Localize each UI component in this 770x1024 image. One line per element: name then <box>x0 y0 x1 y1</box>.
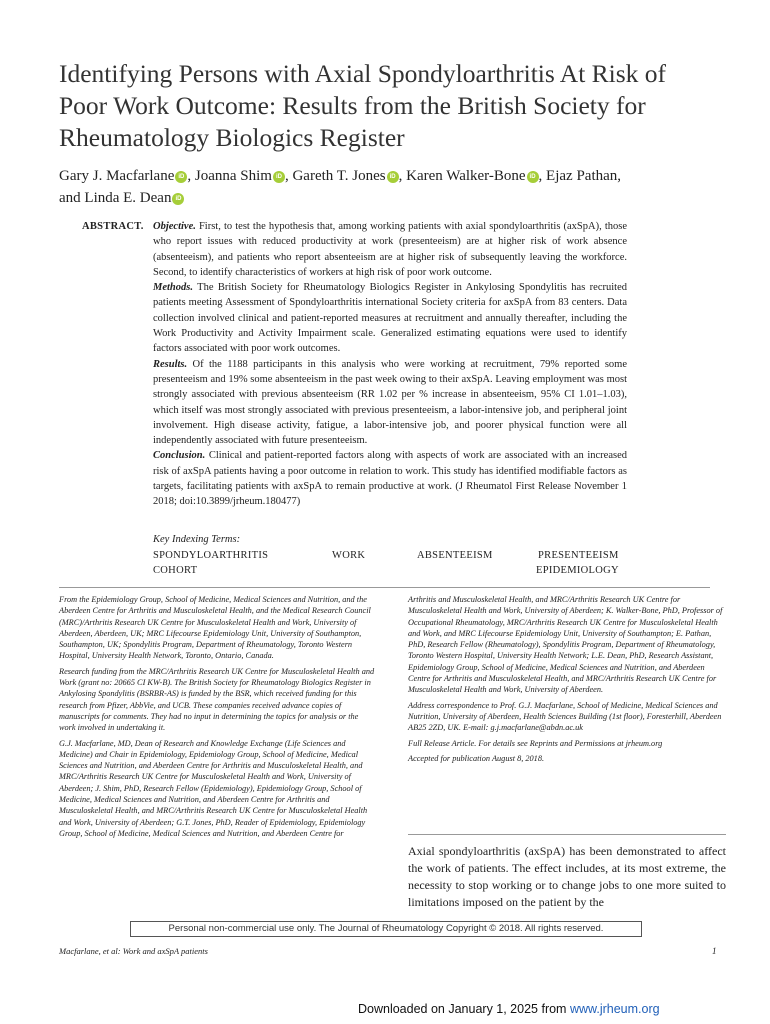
footnote-authors: G.J. Macfarlane, MD, Dean of Research and Knowledge Exchange (Life Sciences and Medicine) and Chair in Epidemiology, Epidemiology Group, School of Medicine, Medical Sciences and Nutrition, and Aberdeen Centre for Arthritis and Musculoskeletal Health, and MRC/Arthritis Research UK Centre for Musculoskeletal Health and Work, University of Aberdeen; J. Shim, PhD, Research Fellow (Epidemiology), Epidemiology Group, School of Medicine, Medical Sciences and Nutrition, and Aberdeen Centre for Arthritis and Musculoskeletal Health, and MRC/Arthritis Research UK Centre for Musculoskeletal Health and Work, University of Aberdeen; G.T. Jones, PhD, Reader of Epidemiology, Epidemiology Group, School of Medicine, Medical Sciences and Nutrition, and Aberdeen Centre for <box>59 738 368 838</box>
author-name: Ejaz Pathan, <box>546 168 622 184</box>
footnote-authors-cont: Arthritis and Musculoskeletal Health, and MRC/Arthritis Research UK Centre for Musculoskeletal Health and Work, University of Aberdeen; K. Walker-Bone, PhD, Professor of Occupational Rheumatology, MRC/Arthritis Research UK Centre for Musculoskeletal Health and Work, and MRC Lifecourse Epidemiology Unit, University of Southampton; E. Pathan, PhD, Research Fellow (Rheumatology), Spondylitis Program, Department of Rheumatology, Toronto Western Hospital, University Health Network; L.E. Dean, PhD, Research Assistant, Epidemiology Group, School of Medicine, Medical Sciences and Nutrition, and Aberdeen Centre for Arthritis and Musculoskeletal Health, and MRC/Arthritis Research UK Centre for Musculoskeletal Health and Work, University of Aberdeen. <box>408 595 723 695</box>
results-heading: Results. <box>153 358 188 370</box>
footnote-accepted: Accepted for publication August 8, 2018. <box>408 753 545 763</box>
footnotes-left <box>59 594 377 843</box>
running-footer: Macfarlane, et al: Work and axSpA patients <box>59 946 208 956</box>
results-text: Of the 1188 participants in this analysis who were working at recruitment, 79% reported some presenteeism and 19% some absenteeism in the past week owing to their axSpA. Leaving employment was most strongly associated with previous absenteeism (RR 1.02 per % increase in absenteeism, 95% CI 1.01–1.03), which itself was most strongly associated with previous presenteeism, a labor-intensive job, and peripheral joint involvement. High disease activity, fatigue, a labor-intensive job, and poorer physical function were all independently associated with future presenteeism. <box>153 358 627 447</box>
divider <box>59 587 710 588</box>
download-text: Downloaded on January 1, 2025 from <box>358 1002 570 1016</box>
objective-text: First, to test the hypothesis that, among working patients with axial spondyloarthritis (axSpA), those who report issues with reduced productivity at work (presenteeism) are at higher risk of work absence (absenteeism), and patients who report absenteeism are at higher risk of subsequently leaving the workforce. Second, to identify characteristics of workers at high risk of poor work outcome. <box>153 221 627 278</box>
abstract-label: ABSTRACT. <box>82 221 144 232</box>
conclusion-text: Clinical and patient-reported factors along with aspects of work are associated with an increased risk of axSpA patients having a poor outcome in relation to work. This study has identified modifiable factors as targets, facilitating patients with axSpA to remain productive at work. (J Rheumatol First Release November 1 2018; doi:10.3899/jrheum.180477) <box>153 450 627 508</box>
author-name: Gary J. Macfarlane <box>59 168 175 184</box>
keyword: SPONDYLOARTHRITIS <box>153 550 269 561</box>
footnote-correspondence: Address correspondence to Prof. G.J. Macfarlane, School of Medicine, Medical Sciences and Nutrition, University of Aberdeen, Health Sciences Building (1st floor), Foresterhill, Aberdeen AB25 2ZD, UK. E-mail: g.j.macfarlane@abdn.ac.uk <box>408 700 722 733</box>
abstract-objective <box>153 219 627 280</box>
conclusion-heading: Conclusion. <box>153 450 206 462</box>
keyword: PRESENTEEISM <box>538 550 619 561</box>
abstract-conclusion <box>153 448 627 509</box>
orcid-icon[interactable]: iD <box>175 171 187 183</box>
footnote-release: Full Release Article. For details see Reprints and Permissions at jrheum.org <box>408 738 663 748</box>
keyword: WORK <box>332 550 366 561</box>
author-sep: , <box>187 168 195 184</box>
objective-heading: Objective. <box>153 221 196 232</box>
author-sep: , <box>284 168 293 184</box>
author-name: and Linda E. Dean <box>59 190 172 206</box>
abstract-results <box>153 357 627 449</box>
footnotes-right <box>408 594 728 768</box>
keyword: EPIDEMIOLOGY <box>536 565 619 576</box>
page-number: 1 <box>712 946 717 956</box>
keywords-title: Key Indexing Terms: <box>153 534 241 545</box>
author-name: Joanna Shim <box>194 168 272 184</box>
author-name: Karen Walker-Bone <box>406 168 526 184</box>
orcid-icon[interactable]: iD <box>527 171 539 183</box>
orcid-icon[interactable]: iD <box>273 171 285 183</box>
author-list <box>59 165 739 209</box>
author-name: Gareth T. Jones <box>292 168 386 184</box>
methods-heading: Methods. <box>153 282 193 294</box>
orcid-icon[interactable]: iD <box>387 171 399 183</box>
abstract-methods <box>153 280 627 356</box>
footnote-funding: Research funding from the MRC/Arthritis Research UK Centre for Musculoskeletal Health and Work (grant no: 20665 CI KW-B). The British Society for Rheumatology Biologics Register in Ankylosing Spondylitis (BSRBR-AS) is funded by the BSR, which received funding for this research from Pfizer, AbbVie, and UCB. These companies received advance copies of manuscripts for comments. They had no input in determining the topics for analysis or the work involved in undertaking it. <box>59 666 375 733</box>
methods-text: The British Society for Rheumatology Biologics Register in Ankylosing Spondylitis has recruited patients meeting Assessment of Spondyloarthritis international Society criteria for axSpA from 83 centers. Data collection involved clinical and patient-reported measures at recruitment and annually thereafter, including the Work Productivity and Activity Impairment scale. Generalized estimating equations were used to identify factors associated with poor work outcomes. <box>153 282 627 355</box>
keyword: COHORT <box>153 565 198 576</box>
body-text: Axial spondyloarthritis (axSpA) has been demonstrated to affect the work of patients. The effect includes, at its most extreme, the necessity to stop working or to change jobs to one more suited to limitations imposed on the patient by the <box>408 844 726 909</box>
author-sep: , <box>538 168 547 184</box>
abstract <box>153 219 627 510</box>
divider <box>408 834 726 835</box>
keyword: ABSENTEEISM <box>417 550 493 561</box>
author-sep: , <box>398 168 407 184</box>
orcid-icon[interactable]: iD <box>172 193 184 205</box>
article-title: Identifying Persons with Axial Spondyloarthritis At Risk of Poor Work Outcome: Results from the British Society for Rheumatology Biologics Register <box>59 59 667 152</box>
copyright-notice: Personal non-commercial use only. The Journal of Rheumatology Copyright © 2018. All rights reserved. <box>130 921 642 937</box>
download-line <box>358 1002 660 1016</box>
footnote-affiliations: From the Epidemiology Group, School of Medicine, Medical Sciences and Nutrition, and the Aberdeen Centre for Arthritis and Musculoskeletal Health, and the Medical Research Council (MRC)/Arthritis Research UK Centre for Musculoskeletal Health and Work, University of Aberdeen, Aberdeen, UK; MRC Lifecourse Epidemiology Unit, University of Southampton, Southampton, UK; Spondylitis Program, Department of Rheumatology, Toronto Western Hospital, University Health Network, Toronto, Ontario, Canada. <box>59 595 371 661</box>
jrheum-link[interactable]: www.jrheum.org <box>569 1002 660 1016</box>
